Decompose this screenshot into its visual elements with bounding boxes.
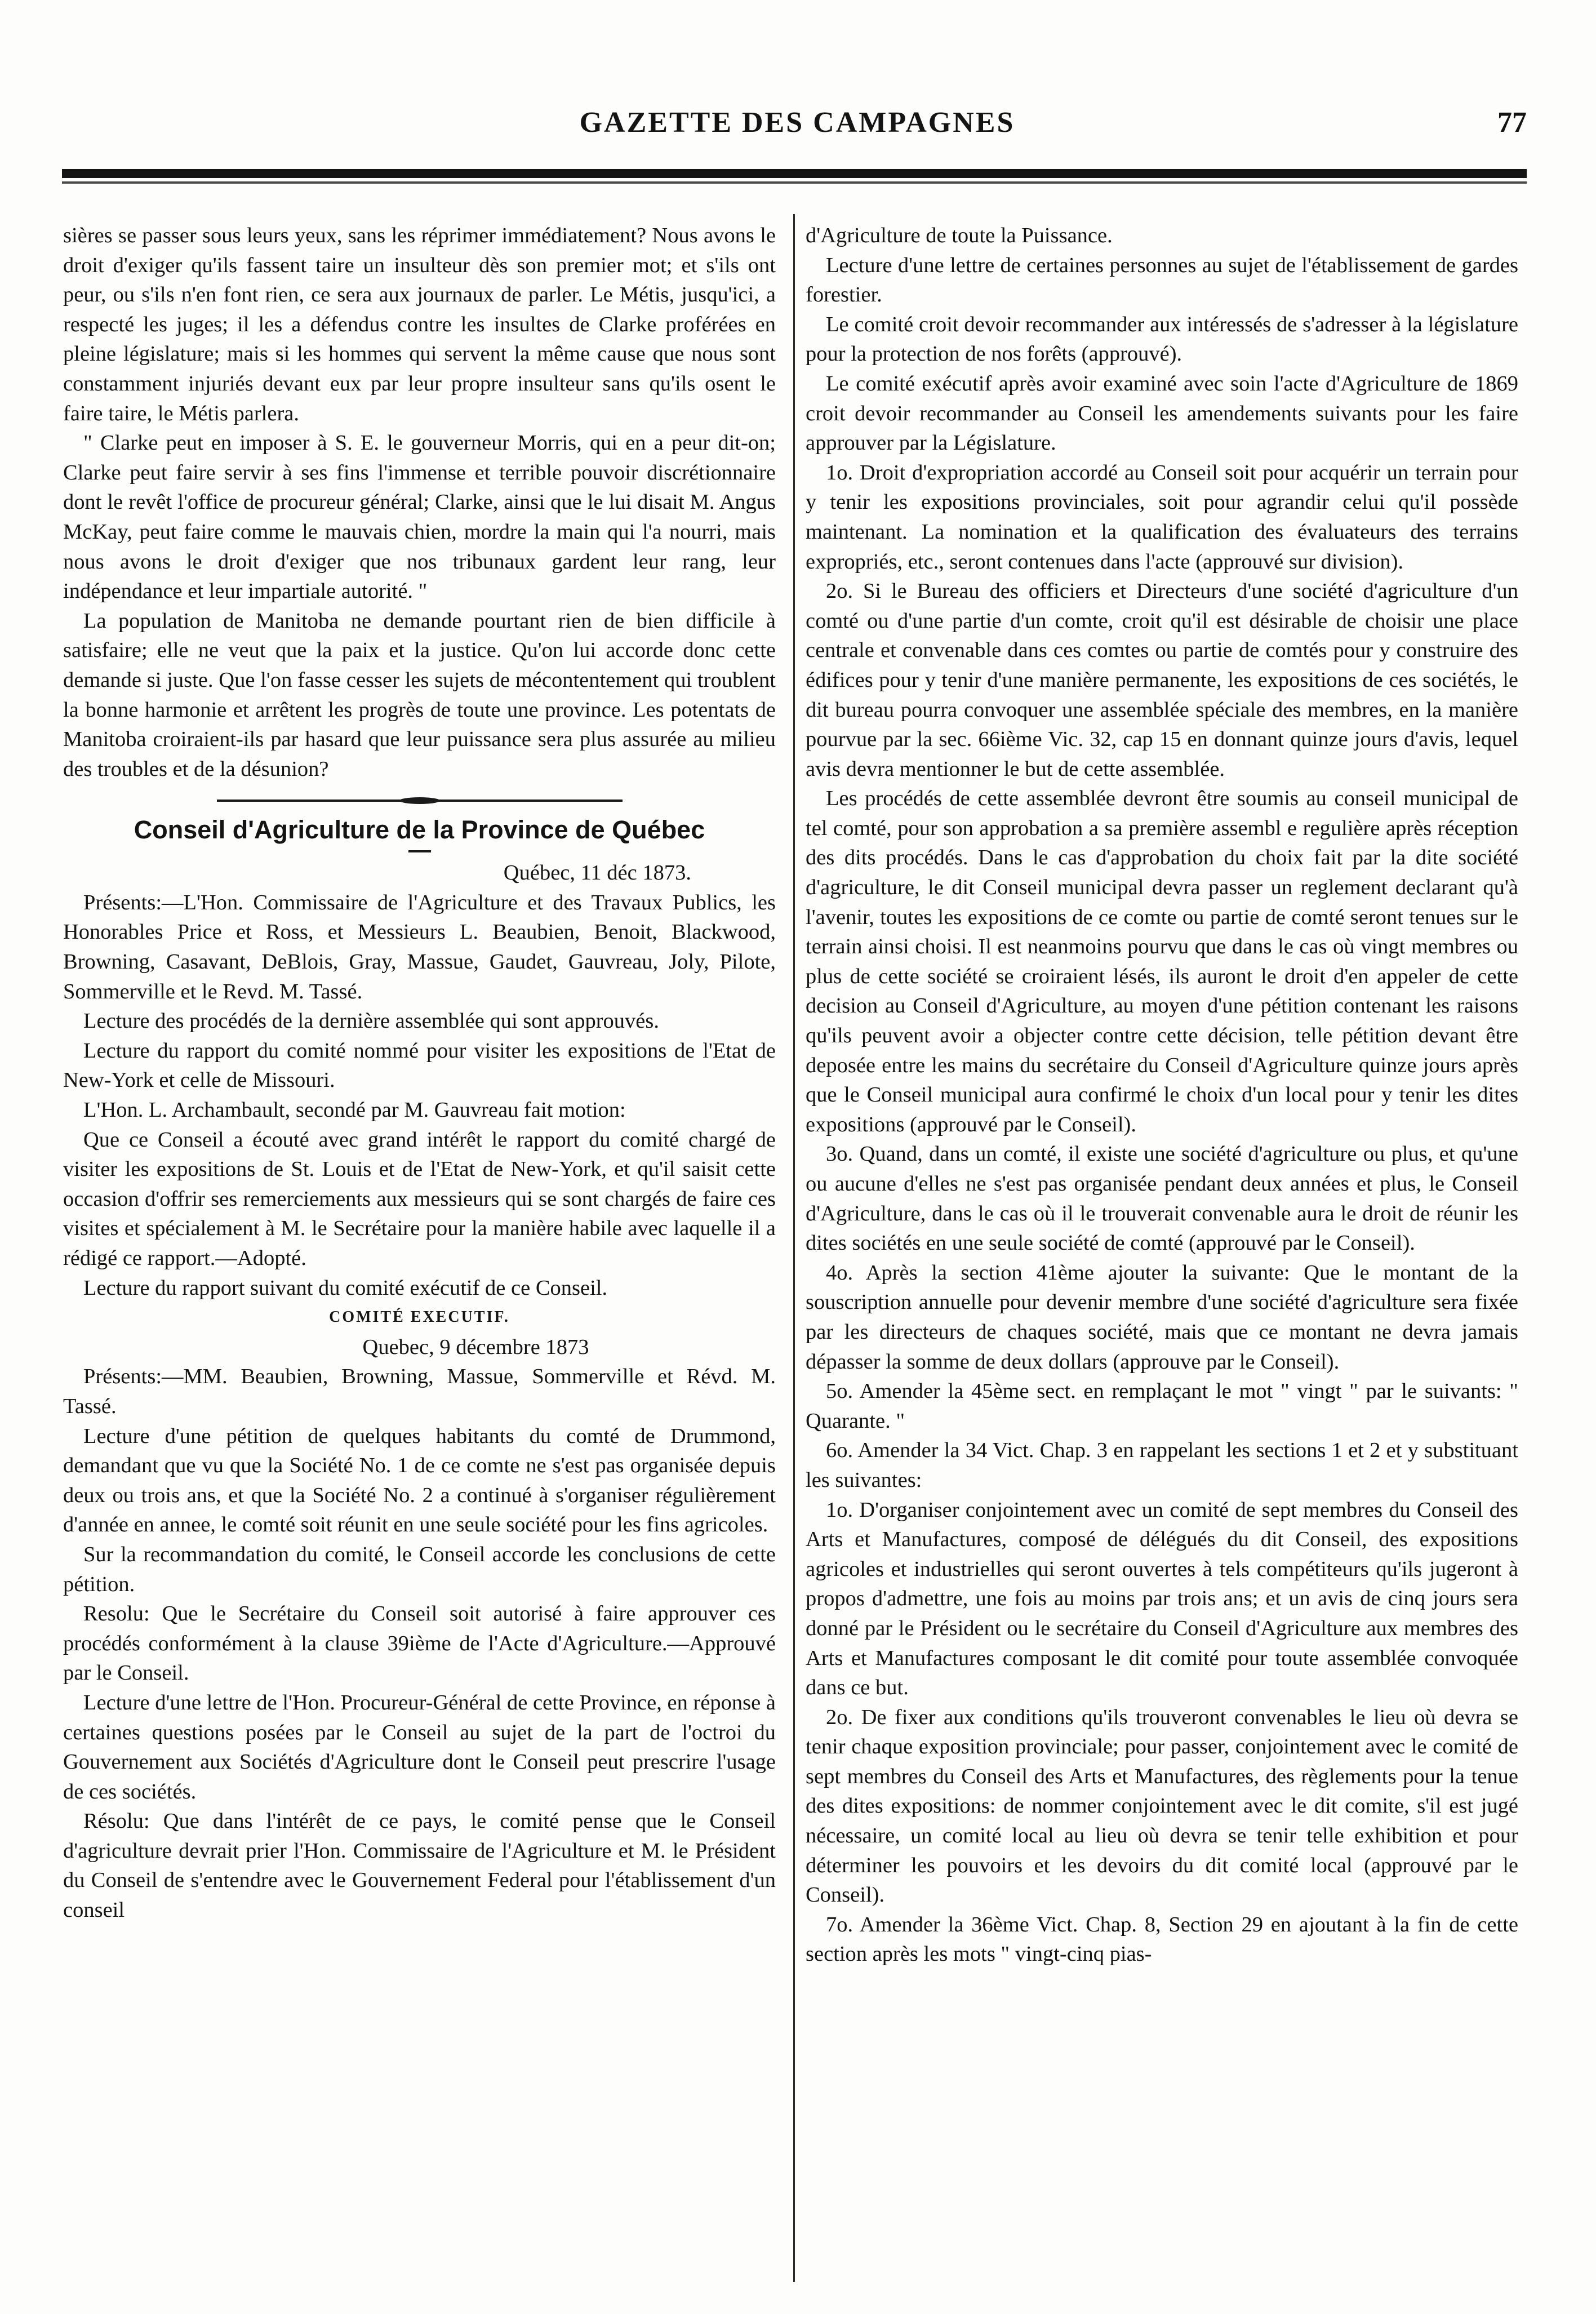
section-divider [217, 797, 623, 804]
paragraph: Lecture d'une lettre de certaines personnes au sujet de l'établissement de gardes forestier. [806, 253, 1518, 307]
heading-dash [408, 850, 431, 852]
left-column [63, 221, 776, 2283]
paragraph: Présents:—MM. Beaubien, Browning, Massue, Sommerville et Révd. M. Tassé. [63, 1365, 776, 1418]
paragraph: sières se passer sous leurs yeux, sans les réprimer immédiatement? Nous avons le droit d'exiger qu'ils fassent taire un insulteur dès son premier mot; et s'ils ont peur, ou s'ils n'en font rien, ce sera aux journaux de parler. Le Métis, jusqu'ici, a respecté les juges; il les a défendus contre les insultes de Clarke proférées en pleine législature; mais si les hommes qui servent la même cause que nous sont constamment injuriés devant eux par leur propre insulteur sans qu'ils osent le faire taire, le Métis parlera. [63, 224, 776, 425]
dateline: Quebec, 9 décembre 1873 [362, 1335, 589, 1359]
paragraph: Le comité croit devoir recommander aux intéressés de s'adresser à la législature pour la protection de nos forêts (approuvé). [806, 312, 1518, 366]
paragraph: Resolu: Que le Secrétaire du Conseil soit autorisé à faire approuver ces procédés conformément à la clause 39ième de l'Acte d'Agriculture.—Approuvé par le Conseil. [63, 1602, 776, 1685]
column-divider [793, 214, 795, 2282]
paragraph: Lecture du rapport du comité nommé pour visiter les expositions de l'Etat de New-York et celle de Missouri. [63, 1038, 776, 1092]
dateline: Québec, 11 déc 1873. [503, 861, 691, 885]
paragraph: 1o. Droit d'expropriation accordé au Conseil soit pour acquérir un terrain pour y tenir les expositions provinciales, soit pour agrandir celui qu'il possède maintenant. La nomination et la qualification des évaluateurs des terrains expropriés, etc., seront contenues dans l'acte (approuvé sur division). [806, 460, 1518, 574]
paragraph: L'Hon. L. Archambault, secondé par M. Gauvreau fait motion: [83, 1098, 626, 1122]
paragraph: 3o. Quand, dans un comté, il existe une société d'agriculture ou plus, et qu'une ou aucune d'elles ne s'est pas organisée pendant deux années et plus, le Conseil d'Agriculture, dans le cas où il le trouverait convenable aura le droit de réunir les dites sociétés en une seule société de comté (approuvé par le Conseil). [806, 1142, 1518, 1255]
page-number: 77 [1497, 106, 1527, 139]
paragraph: Lecture des procédés de la dernière assemblée qui sont approuvés. [83, 1009, 659, 1033]
paragraph: Lecture d'une pétition de quelques habitants du comté de Drummond, demandant que vu que la Société No. 1 de ce comte ne s'est pas organisée depuis deux ou trois ans, et que la Société No. 2 a continué à s'organiser régulièrement d'année en annee, le comté soit réunit en une seule société pour les fins agricoles. [63, 1424, 776, 1537]
paragraph: Présents:—L'Hon. Commissaire de l'Agriculture et des Travaux Publics, les Honorables Price et Ross, et Messieurs L. Beaubien, Benoit, Blackwood, Browning, Casavant, DeBlois, Gray, Massue, Gaudet, Gauvreau, Joly, Pilote, Sommerville et le Revd. M. Tassé. [63, 890, 776, 1003]
paragraph: 5o. Amender la 45ème sect. en remplaçant le mot " vingt " par le suivants: " Quarante. " [806, 1379, 1518, 1433]
paragraph: Les procédés de cette assemblée devront être soumis au conseil municipal de tel comté, pour son approbation a sa première assembl e regulière après réception des dits procédés. Dans le cas d'approbation du choix fait par la dite société d'agriculture, le dit Conseil municipal devra passer un reglement declarant qu'à l'avenir, toutes les expositions de ce comte ou partie de comté seront tenues sur le terrain ainsi choisi. Il est neanmoins pourvu que dans le cas où vingt membres ou plus de cette société se croiraient lésés, ils auront le droit d'en appeler de cette decision au Conseil d'Agriculture, au moyen d'une pétition contenant les raisons qu'ils peuvent avoir a objecter contre cette décision, telle pétition devant être deposée entre les mains du secrétaire du Conseil d'Agriculture quinze jours après que le Conseil municipal aura confirmé le choix d'un local pour y tenir les dites expositions (approuvé par le Conseil). [806, 787, 1518, 1136]
header-rule-thin [62, 181, 1527, 184]
paragraph: Résolu: Que dans l'intérêt de ce pays, le comité pense que le Conseil d'agriculture devrait prier l'Hon. Commissaire de l'Agriculture et M. le Président du Conseil de s'entendre avec le Gouvernement Federal pour l'établissement d'un conseil [63, 1809, 776, 1922]
paragraph: Le comité exécutif après avoir examiné avec soin l'acte d'Agriculture de 1869 croit devoir recommander au Conseil les amendements suivants pour les faire approuver par la Législature. [806, 371, 1518, 455]
paragraph: 2o. De fixer aux conditions qu'ils trouveront convenables le lieu où devra se tenir chaque exposition provinciale; pour passer, conjointement avec le comité de sept membres du Conseil des Arts et Manufactures, des règlements pour la tenue des dites expositions: de nommer conjointement avec le dit comite, s'il est jugé nécessaire, un comité local au lieu où devra se tenir telle exhibition et pour déterminer les pouvoirs et les devoirs du dit comité local (approuvé par le Conseil). [806, 1705, 1518, 1907]
paragraph: 2o. Si le Bureau des officiers et Directeurs d'une société d'agriculture d'un comté ou d'une partie d'un comte, croit qu'il est désirable de choisir une place centrale et convenable dans ces comtes ou partie de comtés pour y construire des édifices pour y tenir d'une manière permanente, les expositions de ces sociétés, le dit bureau pourra convoquer une assemblée spéciale des membres, en la manière pourvue par la sec. 66ième Vic. 32, cap 15 en donnant quinze jours d'avis, lequel avis devra mentionner le but de cette assemblée. [806, 579, 1518, 781]
paragraph: Que ce Conseil a écouté avec grand intérêt le rapport du comité chargé de visiter les expositions de St. Louis et de l'Etat de New-York, et qu'il saisit cette occasion d'offrir ses remerciements aux messieurs qui se sont chargés de faire ces visites et spécialement à M. le Secrétaire pour la manière habile avec laquelle il a rédigé ce rapport.—Adopté. [63, 1127, 776, 1270]
paragraph: 1o. D'organiser conjointement avec un comité de sept membres du Conseil des Arts et Manufactures, composé de délégués du dit Conseil, des expositions agricoles et industrielles qui seront ouvertes à tels compétiteurs qu'ils jugeront à propos d'admettre, une fois au moins par trois ans; et un avis de cinq jours sera donné par le Président ou le secrétaire du Conseil d'Agriculture aux membres des Arts et Manufactures composant le dit comité pour toute assemblée convoquée dans ce but. [806, 1498, 1518, 1700]
header-rule [62, 169, 1527, 178]
paragraph: " Clarke peut en imposer à S. E. le gouverneur Morris, qui en a peur dit-on; Clarke peut faire servir à ses fins l'immense et terrible pouvoir discrétionnaire dont le revêt l'office de procureur général; Clarke, ainsi que le lui disait M. Angus McKay, peut faire comme le mauvais chien, mordre la main qui l'a nourri, mais nous avons le droit d'exiger que nos tribunaux gardent leur rang, leur indépendance et leur impartiale autorité. " [63, 431, 776, 603]
paragraph: 7o. Amender la 36ème Vict. Chap. 8, Section 29 en ajoutant à la fin de cette section après les mots " vingt-cinq pias- [806, 1912, 1518, 1966]
subheading: COMITÉ EXECUTIF. [329, 1308, 510, 1326]
section-heading: Conseil d'Agriculture de la Province de Québec [134, 815, 705, 845]
paragraph: Lecture d'une lettre de l'Hon. Procureur-Général de cette Province, en réponse à certaines questions posées par le Conseil au sujet de la part de l'octroi du Gouvernement aux Sociétés d'Agriculture dont le Conseil peut prescrire l'usage de ces sociétés. [63, 1690, 776, 1804]
paragraph: d'Agriculture de toute la Puissance. [806, 224, 1113, 247]
paragraph: La population de Manitoba ne demande pourtant rien de bien difficile à satisfaire; elle ne veut que la paix et la justice. Qu'on lui accorde donc cette demande si juste. Que l'on fasse cesser les sujets de mécontentement qui troublent la bonne harmonie et arrêtent les progrès de toute une province. Les potentats de Manitoba croiraient-ils par hasard que leur puissance sera plus assurée au milieu des troubles et de la désunion? [63, 609, 776, 781]
paragraph: 4o. Après la section 41ème ajouter la suivante: Que le montant de la souscription annuelle pour devenir membre d'une société d'agriculture sera fixée par les directeurs de chaques société, mais que ce montant ne devra jamais dépasser la somme de deux dollars (approuve par le Conseil). [806, 1260, 1518, 1374]
paragraph: 6o. Amender la 34 Vict. Chap. 3 en rappelant les sections 1 et 2 et y substituant les suivantes: [806, 1438, 1518, 1492]
paragraph: Sur la recommandation du comité, le Conseil accorde les conclusions de cette pétition. [63, 1542, 776, 1596]
page-header [62, 100, 1532, 151]
right-column [806, 221, 1518, 2283]
publication-title: GAZETTE DES CAMPAGNES [579, 106, 1015, 139]
paragraph: Lecture du rapport suivant du comité exécutif de ce Conseil. [83, 1276, 608, 1300]
